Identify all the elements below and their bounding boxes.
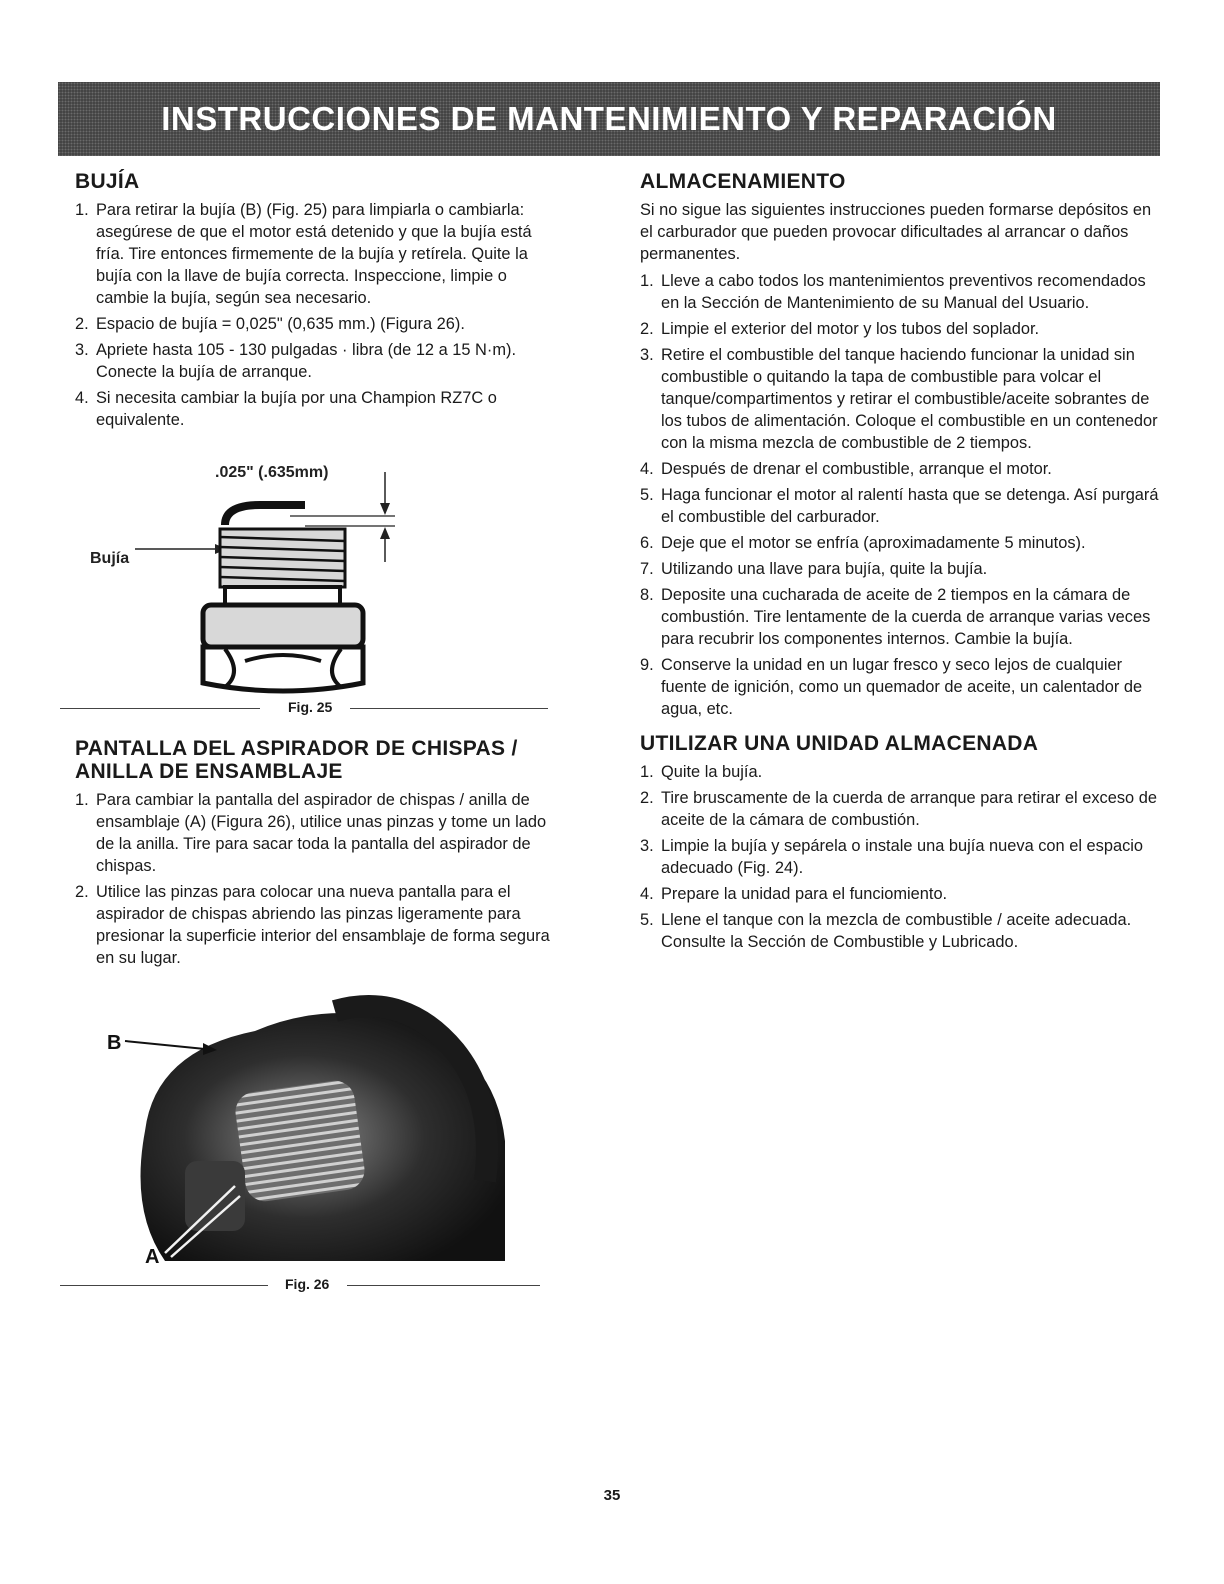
divider — [347, 1285, 540, 1286]
fig25-caption: Fig. 25 — [288, 699, 333, 715]
list-item: 1. Quite la bujía. — [640, 763, 763, 781]
divider — [350, 708, 548, 709]
list-item: 7. Utilizando una llave para bujía, quite la bujía. — [640, 560, 988, 578]
divider — [60, 708, 260, 709]
figure-25 — [75, 437, 555, 699]
engine-photo — [75, 991, 555, 1276]
page-header-banner — [58, 82, 1160, 156]
page-title: INSTRUCCIONES DE MANTENIMIENTO Y REPARACIÓN — [161, 100, 1057, 137]
pantalla-list — [75, 789, 555, 969]
list-item: 1. Lleve a cabo todos los mantenimientos preventivos recomendados en la Sección de Mantenimiento de su Manual del Usuario. — [640, 272, 1146, 312]
gap-label: .025" (.635mm) — [215, 464, 329, 481]
list-item: 8. Deposite una cucharada de aceite de 2 tiempos en la cámara de combustión. Tire lentamente de la cuerda de arranque varias veces para recubrir los componentes internos. Cambie la bujía. — [640, 586, 1151, 648]
list-item: 5. Llene el tanque con la mezcla de combustible / aceite adecuada. Consulte la Sección de Combustible y Lubricado. — [640, 911, 1132, 951]
figure-26 — [75, 991, 555, 1276]
left-column — [75, 170, 555, 1294]
utilizar-heading: UTILIZAR UNA UNIDAD ALMACENADA — [640, 732, 1039, 755]
list-item: 5. Haga funcionar el motor al ralentí hasta que se detenga. Así purgará el combustible del carburador. — [640, 486, 1159, 526]
label-b: B — [107, 1032, 122, 1054]
list-item: 1. Para cambiar la pantalla del aspirador de chispas / anilla de ensamblaje (A) (Figura 26), utilice unas pinzas y tome un lado de la anilla. Tire para sacar toda la pantalla del aspirador de chispas. — [75, 791, 547, 875]
fig26-caption-row — [75, 1276, 555, 1294]
almacenamiento-heading: ALMACENAMIENTO — [640, 170, 846, 193]
list-item: 9. Conserve la unidad en un lugar fresco y seco lejos de cualquier fuente de ignición, como un quemador de aceite, un calentador de agua, etc. — [640, 656, 1143, 718]
list-item: 4. Después de drenar el combustible, arranque el motor. — [640, 460, 1052, 478]
list-item: 4. Prepare la unidad para el funciomiento. — [640, 885, 948, 903]
list-item: 6. Deje que el motor se enfría (aproximadamente 5 minutos). — [640, 534, 1086, 552]
label-a: A — [145, 1246, 160, 1268]
part-label: Bujía — [90, 550, 130, 567]
spark-plug-diagram — [75, 437, 555, 699]
list-item: 1. Para retirar la bujía (B) (Fig. 25) para limpiarla o cambiarla: asegúrese de que el motor está detenido y que la bujía está fría. Tire entonces firmemente de la bujía y retírela. Quite la bujía con la llave de bujía correcta. Inspeccione, limpie o cambie la bujía, según sea necesario. — [75, 201, 532, 307]
list-item: 2. Limpie el exterior del motor y los tubos del soplador. — [640, 320, 1040, 338]
bujia-list — [75, 199, 555, 431]
list-item: 3. Retire el combustible del tanque haciendo funcionar la unidad sin combustible o quitando la tapa de combustible para volcar el tanque/compartimentos y retirar el combustible/aceite sobrantes de los tubos de alimentación. Coloque el combustible en un contenedor con la misma mezcla de combustible de 2 tiempos. — [640, 346, 1158, 452]
pantalla-heading-line2: ANILLA DE ENSAMBLAJE — [75, 760, 343, 783]
page-number: 35 — [603, 1487, 621, 1504]
almacenamiento-intro: Si no sigue las siguientes instrucciones pueden formarse depósitos en el carburador que pueden provocar dificultades al arrancar o daños permanentes. — [640, 201, 1152, 263]
list-item: 3. Apriete hasta 105 - 130 pulgadas · libra (de 12 a 15 N·m). Conecte la bujía de arranque. — [75, 341, 517, 381]
list-item: 4. Si necesita cambiar la bujía por una Champion RZ7C o equivalente. — [75, 389, 497, 429]
list-item: 2. Tire bruscamente de la cuerda de arranque para retirar el exceso de aceite de la cámara de combustión. — [640, 789, 1157, 829]
list-item: 2. Utilice las pinzas para colocar una nueva pantalla para el aspirador de chispas abriendo las pinzas ligeramente para presionar la superficie interior del ensamblaje de forma segura en su lugar. — [75, 883, 550, 967]
list-item: 3. Limpie la bujía y sepárela o instale una bujía nueva con el espacio adecuado (Fig. 24). — [640, 837, 1144, 877]
almacenamiento-list — [640, 270, 1160, 720]
list-item: 2. Espacio de bujía = 0,025" (0,635 mm.) (Figura 26). — [75, 315, 465, 333]
fig25-caption-row — [75, 699, 555, 717]
bujia-heading: BUJÍA — [75, 170, 140, 193]
divider — [60, 1285, 268, 1286]
pantalla-heading-line1: PANTALLA DEL ASPIRADOR DE CHISPAS / — [75, 737, 518, 760]
utilizar-list — [640, 761, 1160, 953]
pantalla-heading — [75, 737, 555, 783]
right-column — [640, 170, 1160, 959]
fig26-caption: Fig. 26 — [285, 1276, 330, 1292]
